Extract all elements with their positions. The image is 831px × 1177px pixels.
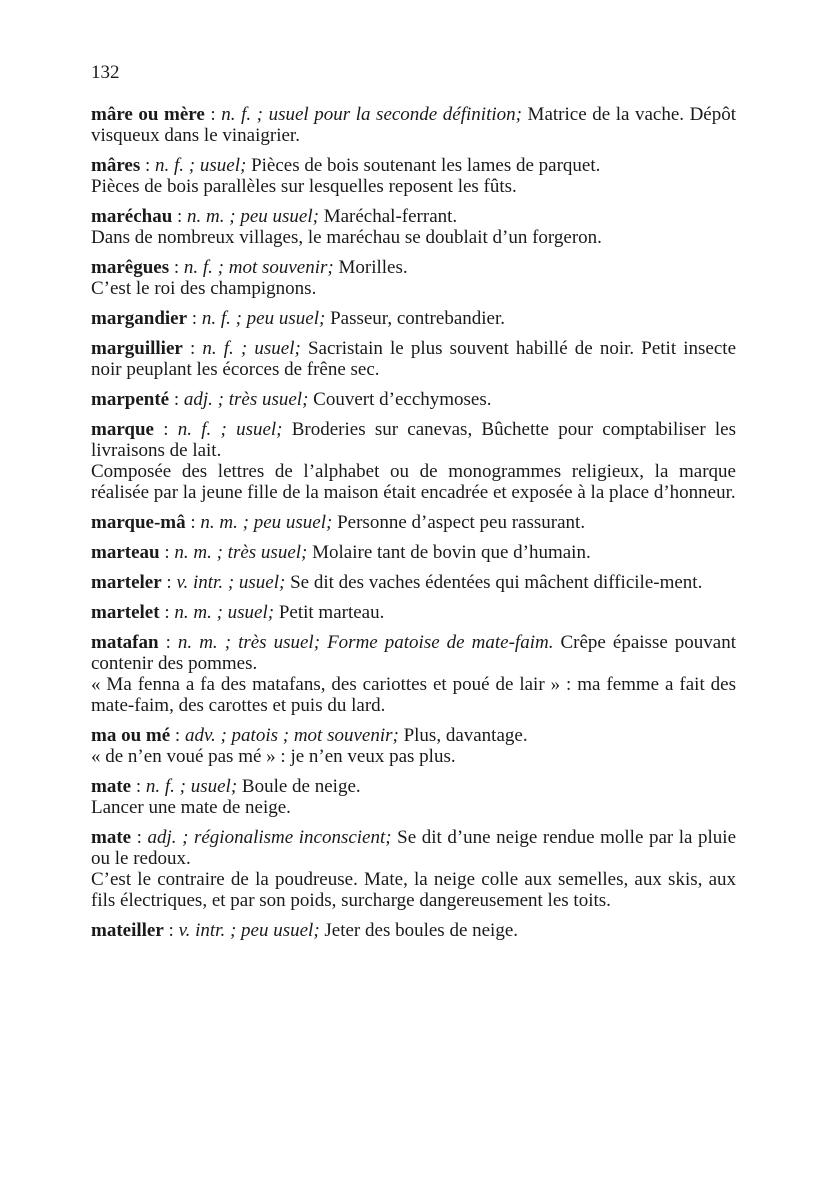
entry-headword: mate bbox=[91, 827, 132, 848]
entry-grammar: n. m. ; très usuel; Forme patoise de mate-faim. bbox=[177, 632, 554, 653]
entry-example: C’est le roi des champignons. bbox=[91, 278, 317, 299]
entry-definition: Petit marteau. bbox=[278, 602, 385, 623]
dictionary-entries bbox=[91, 104, 736, 950]
entry-definition: Matrice de la vache. Dépôt visqueux dans le vinaigrier. bbox=[91, 104, 737, 146]
entry-example: Lancer une mate de neige. bbox=[91, 797, 291, 818]
entry-grammar: n. f. ; peu usuel; bbox=[201, 308, 326, 329]
dictionary-entry bbox=[91, 155, 736, 197]
dictionary-entry bbox=[91, 257, 736, 299]
page-number: 132 bbox=[91, 62, 120, 83]
entry-grammar: n. m. ; peu usuel; bbox=[200, 512, 333, 533]
entry-definition: Plus, davantage. bbox=[403, 725, 528, 746]
dictionary-entry bbox=[91, 338, 736, 380]
entry-headword: mâres bbox=[91, 155, 141, 176]
entry-definition: Broderies sur canevas, Bûchette pour comptabiliser les livraisons de lait. bbox=[91, 419, 737, 461]
dictionary-entry bbox=[91, 920, 736, 941]
dictionary-entry bbox=[91, 776, 736, 818]
entry-first-line: margandier : n. f. ; peu usuel; Passeur, contrebandier. bbox=[91, 308, 505, 329]
entry-first-line: marque : n. f. ; usuel; Broderies sur canevas, Bûchette pour comptabiliser les livraisons de lait. bbox=[91, 419, 737, 461]
entry-headword: mâre ou mère bbox=[91, 104, 205, 125]
entry-definition: Jeter des boules de neige. bbox=[324, 920, 519, 941]
dictionary-entry bbox=[91, 542, 736, 563]
entry-definition: Maréchal-ferrant. bbox=[323, 206, 458, 227]
entry-headword: margandier bbox=[91, 308, 188, 329]
dictionary-entry bbox=[91, 827, 736, 911]
entry-grammar: n. f. ; usuel; bbox=[202, 338, 301, 359]
entry-headword: ma ou mé bbox=[91, 725, 171, 746]
entry-first-line: mâre ou mère : n. f. ; usuel pour la seconde définition; Matrice de la vache. Dépôt visqueux dans le vinaigrier. bbox=[91, 104, 737, 146]
entry-definition: Boule de neige. bbox=[241, 776, 361, 797]
dictionary-entry bbox=[91, 512, 736, 533]
entry-headword: marque-mâ bbox=[91, 512, 186, 533]
entry-first-line: marguillier : n. f. ; usuel; Sacristain le plus souvent habillé de noir. Petit insecte noir peuplant les écorces de frêne sec. bbox=[91, 338, 737, 380]
entry-definition: Personne d’aspect peu rassurant. bbox=[337, 512, 586, 533]
entry-definition: Passeur, contrebandier. bbox=[330, 308, 505, 329]
entry-headword: matafan bbox=[91, 632, 159, 653]
entry-first-line: marteau : n. m. ; très usuel; Molaire tant de bovin que d’humain. bbox=[91, 542, 591, 563]
entry-definition: Se dit des vaches édentées qui mâchent difficile-ment. bbox=[290, 572, 703, 593]
entry-definition: Molaire tant de bovin que d’humain. bbox=[312, 542, 591, 563]
entry-grammar: v. intr. ; usuel; bbox=[176, 572, 286, 593]
entry-first-line: mâres : n. f. ; usuel; Pièces de bois soutenant les lames de parquet. bbox=[91, 155, 601, 176]
dictionary-entry bbox=[91, 632, 736, 716]
entry-first-line: marpenté : adj. ; très usuel; Couvert d’ecchymoses. bbox=[91, 389, 492, 410]
entry-grammar: v. intr. ; peu usuel; bbox=[178, 920, 320, 941]
entry-definition: Couvert d’ecchymoses. bbox=[313, 389, 492, 410]
entry-headword: marteau bbox=[91, 542, 160, 563]
entry-definition: Pièces de bois soutenant les lames de parquet. bbox=[251, 155, 601, 176]
entry-headword: marque bbox=[91, 419, 154, 440]
dictionary-entry bbox=[91, 104, 736, 146]
entry-headword: marguillier bbox=[91, 338, 183, 359]
entry-first-line: martelet : n. m. ; usuel; Petit marteau. bbox=[91, 602, 385, 623]
entry-first-line: mate : n. f. ; usuel; Boule de neige. bbox=[91, 776, 361, 797]
entry-grammar: n. f. ; usuel; bbox=[155, 155, 247, 176]
entry-definition: Se dit d’une neige rendue molle par la pluie ou le redoux. bbox=[91, 827, 737, 869]
entry-first-line: marêgues : n. f. ; mot souvenir; Morilles. bbox=[91, 257, 408, 278]
entry-headword: mateiller bbox=[91, 920, 164, 941]
entry-first-line: mateiller : v. intr. ; peu usuel; Jeter des boules de neige. bbox=[91, 920, 519, 941]
entry-definition: Morilles. bbox=[338, 257, 408, 278]
entry-grammar: n. m. ; peu usuel; bbox=[187, 206, 319, 227]
entry-example: Composée des lettres de l’alphabet ou de monogrammes religieux, la marque réalisée par la jeune fille de la maison était encadrée et exposée à la place d’honneur. bbox=[91, 461, 736, 503]
entry-example: « de n’en voué pas mé » : je n’en veux pas plus. bbox=[91, 746, 456, 767]
dictionary-entry bbox=[91, 389, 736, 410]
entry-grammar: adj. ; régionalisme inconscient; bbox=[147, 827, 392, 848]
entry-definition: Sacristain le plus souvent habillé de noir. Petit insecte noir peuplant les écorces de frêne sec. bbox=[91, 338, 737, 380]
entry-example: « Ma fenna a fa des matafans, des cariottes et poué de lair » : ma femme a fait des mate-faim, des carottes et puis du lard. bbox=[91, 674, 736, 716]
entry-grammar: n. f. ; usuel; bbox=[177, 419, 283, 440]
entry-grammar: n. f. ; usuel; bbox=[145, 776, 238, 797]
entry-grammar: n. f. ; usuel pour la seconde définition; bbox=[221, 104, 522, 125]
entry-headword: marteler bbox=[91, 572, 162, 593]
entry-first-line: marteler : v. intr. ; usuel; Se dit des vaches édentées qui mâchent difficile-ment. bbox=[91, 572, 703, 593]
entry-headword: marpenté bbox=[91, 389, 170, 410]
entry-example: C’est le contraire de la poudreuse. Mate, la neige colle aux semelles, aux skis, aux fils électriques, et par son poids, surcharge dangereusement les toits. bbox=[91, 869, 736, 911]
entry-grammar: adj. ; très usuel; bbox=[183, 389, 309, 410]
entry-example: Dans de nombreux villages, le maréchau se doublait d’un forgeron. bbox=[91, 227, 602, 248]
dictionary-entry bbox=[91, 572, 736, 593]
entry-definition: Crêpe épaisse pouvant contenir des pommes. bbox=[91, 632, 737, 674]
entry-grammar: adv. ; patois ; mot souvenir; bbox=[184, 725, 399, 746]
entry-headword: martelet bbox=[91, 602, 160, 623]
dictionary-entry bbox=[91, 206, 736, 248]
dictionary-entry bbox=[91, 602, 736, 623]
entry-first-line: maréchau : n. m. ; peu usuel; Maréchal-ferrant. bbox=[91, 206, 458, 227]
dictionary-entry bbox=[91, 308, 736, 329]
entry-first-line: mate : adj. ; régionalisme inconscient; Se dit d’une neige rendue molle par la pluie ou le redoux. bbox=[91, 827, 737, 869]
entry-headword: mate bbox=[91, 776, 132, 797]
entry-grammar: n. m. ; usuel; bbox=[174, 602, 275, 623]
entry-first-line: marque-mâ : n. m. ; peu usuel; Personne d’aspect peu rassurant. bbox=[91, 512, 586, 533]
dictionary-entry bbox=[91, 419, 736, 503]
entry-first-line: ma ou mé : adv. ; patois ; mot souvenir; Plus, davantage. bbox=[91, 725, 528, 746]
entry-first-line: matafan : n. m. ; très usuel; Forme patoise de mate-faim. Crêpe épaisse pouvant contenir des pommes. bbox=[91, 632, 737, 674]
entry-example: Pièces de bois parallèles sur lesquelles reposent les fûts. bbox=[91, 176, 517, 197]
dictionary-entry bbox=[91, 725, 736, 767]
entry-headword: maréchau bbox=[91, 206, 173, 227]
entry-headword: marêgues bbox=[91, 257, 170, 278]
entry-grammar: n. m. ; très usuel; bbox=[174, 542, 308, 563]
entry-grammar: n. f. ; mot souvenir; bbox=[183, 257, 334, 278]
